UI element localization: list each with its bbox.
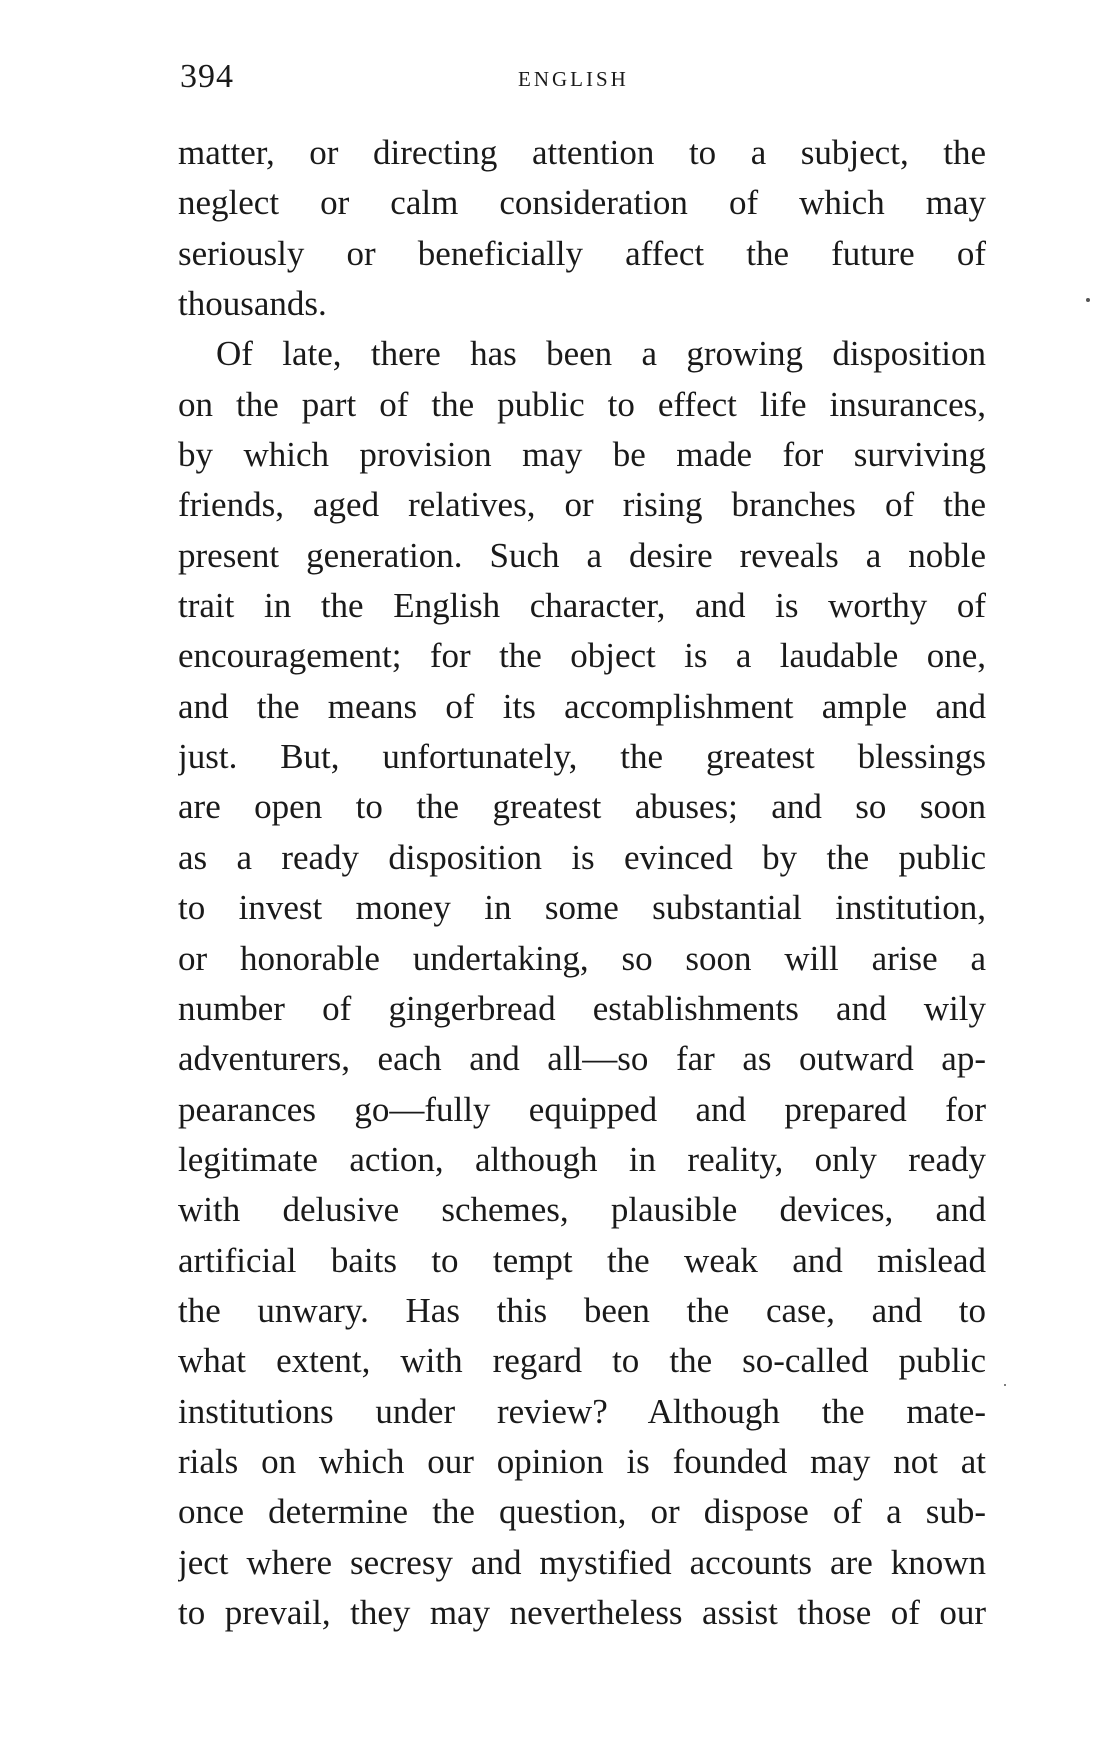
text-line: neglect or calm consideration of which may bbox=[178, 183, 986, 223]
text-line: adventurers, each and all—so far as outward ap- bbox=[178, 1039, 986, 1079]
page-number: 394 bbox=[180, 58, 234, 95]
text-line: the unwary. Has this been the case, and to bbox=[178, 1290, 986, 1330]
text-line: ject where secresy and mystified accounts are known bbox=[178, 1542, 986, 1582]
text-line: by which provision may be made for surviving bbox=[178, 435, 986, 475]
text-line: friends, aged relatives, or rising branches of the bbox=[178, 485, 986, 525]
text-line: to invest money in some substantial institution, bbox=[178, 888, 986, 928]
text-line: matter, or directing attention to a subject, the bbox=[178, 133, 986, 172]
margin-speck bbox=[1004, 1384, 1006, 1386]
text-line: trait in the English character, and is worthy of bbox=[178, 586, 986, 626]
text-line: thousands. bbox=[178, 284, 327, 324]
body-text bbox=[178, 128, 986, 1638]
text-line: and the means of its accomplishment ample and bbox=[178, 686, 986, 726]
page-header bbox=[180, 58, 988, 98]
text-line: just. But, unfortunately, the greatest blessings bbox=[178, 737, 986, 777]
text-line: seriously or beneficially affect the future of bbox=[178, 233, 986, 273]
text-line: once determine the question, or dispose of a sub- bbox=[178, 1492, 986, 1532]
margin-speck bbox=[1086, 298, 1090, 302]
running-head: ENGLISH bbox=[518, 67, 629, 91]
text-line: on the part of the public to effect life insurances, bbox=[178, 384, 986, 424]
text-line: artificial baits to tempt the weak and mislead bbox=[178, 1240, 986, 1280]
text-line: encouragement; for the object is a laudable one, bbox=[178, 636, 986, 676]
text-line: what extent, with regard to the so-called public bbox=[178, 1341, 986, 1381]
text-line: number of gingerbread establishments and wily bbox=[178, 988, 986, 1028]
text-line: rials on which our opinion is founded may not at bbox=[178, 1441, 986, 1481]
text-line: legitimate action, although in reality, only ready bbox=[178, 1139, 986, 1179]
text-line: as a ready disposition is evinced by the public bbox=[178, 837, 986, 877]
text-line: pearances go—fully equipped and prepared for bbox=[178, 1089, 986, 1129]
text-line: are open to the greatest abuses; and so soon bbox=[178, 787, 986, 827]
text-line: or honorable undertaking, so soon will arise a bbox=[178, 938, 986, 978]
text-line: Of late, there has been a growing disposition bbox=[216, 334, 986, 374]
text-line: present generation. Such a desire reveals a noble bbox=[178, 535, 986, 575]
text-line: institutions under review? Although the mate- bbox=[178, 1391, 986, 1431]
text-line: with delusive schemes, plausible devices, and bbox=[178, 1190, 986, 1230]
text-line: to prevail, they may nevertheless assist those of our bbox=[178, 1592, 986, 1632]
